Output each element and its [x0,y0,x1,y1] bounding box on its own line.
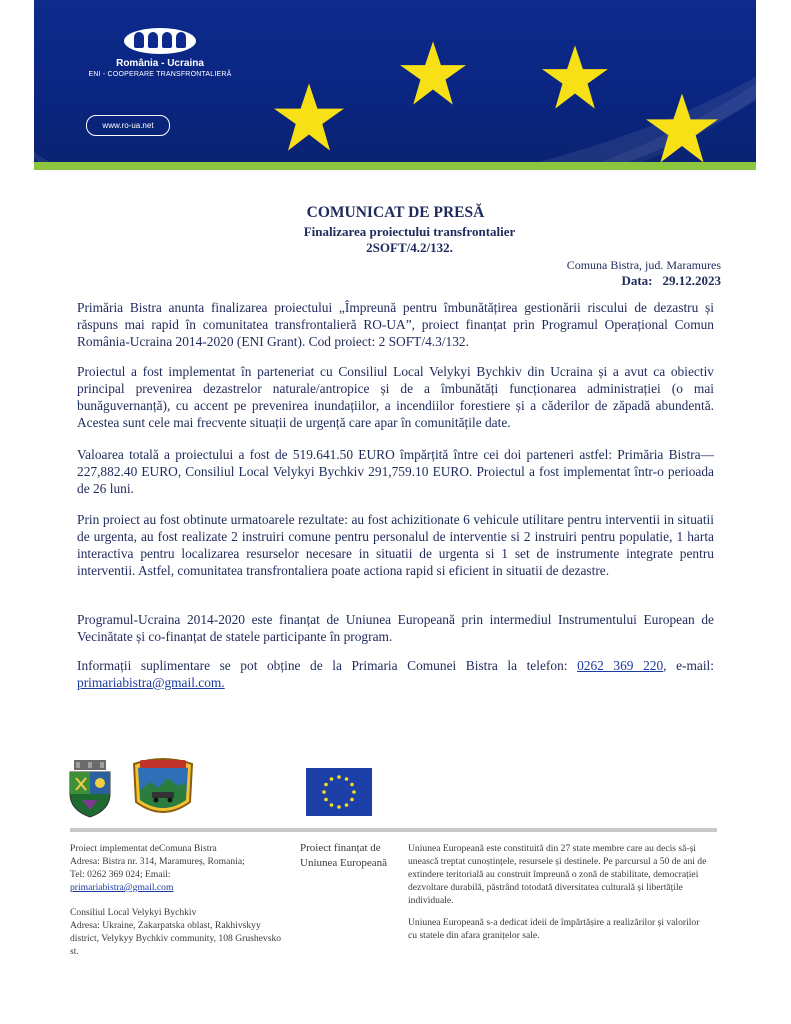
footer-funding-note: Proiect finanțat de Uniunea Europeană [300,842,388,869]
footer-divider [70,828,717,832]
date-line [621,273,721,289]
footer-bychkiv-info [70,906,292,958]
footer-bistra-line3: Tel: 0262 369 024; Email: [70,869,171,880]
footer-bistra-line1: Proiect implementat deComuna Bistra [70,843,217,854]
footer-bistra-info [70,842,290,894]
paragraph-funding: Programul-Ucraina 2014-2020 este finanțat de Uniunea Europeană prin intermediul Instrumentului European de Vecinătate și co-finanțat de statele participante în program. [77,612,714,644]
email-link[interactable]: primariabistra@gmail.com. [77,675,225,690]
footer-eu-paragraph2: Uniunea Europeană s-a dedicat ideii de împărtășire a realizărilor și valorilor cu statele din afara granițelor sale. [408,917,700,941]
project-code: 2SOFT/4.2/132. [366,240,453,255]
location-text: Comuna Bistra, jud. Maramures [566,258,721,272]
eu-flag-icon [306,768,372,816]
paragraph-results: Prin proiect au fost obtinute urmatoarele rezultate: au fost achizitionate 6 vehicule utilitare pentru interventii in situatii de urgenta, au fost realizate 2 instruiri comune pentru personalul de interventie si 2 instruiri pentru populatie, 1 harta interactiva pentru localizarea resurselor necesare in situatii de urgenta si 1 set de instrumente integrate pentru interventii. Astfel, comunitatea transfrontaliera poate actiona rapid si eficient in situatii de dezastre. [77,512,714,578]
paragraph-partnership: Proiectul a fost implementat în parteneriat cu Consiliul Local Velykyi Bychkiv din Ucraina și a avut ca obiectiv principal prevenirea dezastrelor naturale/antropice și de a îmbunătăți funcționarea administrației (o mai bunăguvernanță), cu accent pe prevenirea inundațiilor, a incendiilor forestiere și a căderilor de zăpadă abundentă. Acestea sunt cele mai frecvente situații de urgență care apar în comunitățile date. [77,364,714,430]
bistra-coat-of-arms-icon [66,760,114,818]
program-logo-subtitle: ENI - COOPERARE TRANSFRONTALIERĂ [88,71,232,78]
paragraph-budget: Valoarea totală a proiectului a fost de 519.641.50 EURO împărțită între cei doi parteneri astfel: Primăria Bistra— 227,882.40 EURO, Consiliul Local Velykyi Bychkiv 291,759.10 EURO. Proiectul a fost implementat într-o perioada de 26 luni. [77,447,714,496]
eu-star-icon [646,92,718,164]
program-logo-icon [124,28,196,54]
contact-prefix: Informații suplimentare se pot obține de la Primaria Comunei Bistra la telefon: [77,658,578,673]
paragraph-intro: Primăria Bistra anunta finalizarea proiectului „Împreună pentru îmbunătățirea gestionării riscului de dezastru și răspuns mai rapid în comunitatea transfrontalieră RO-UA”, proiect finanțat prin Programul Operațional Comun România-Ucraina 2014-2020 (ENI Grant). Cod proiect: 2 SOFT/4.3/132. [77,300,714,349]
program-url[interactable]: www.ro-ua.net [86,115,170,136]
footer-bistra-email-link[interactable]: primariabistra@gmail.com [70,882,174,893]
footer-bychkiv-line2: Adresa: Ukraine, Zakarpatska oblast, Rakhivskyy district, Velykyy Bychkiv community, 108 Grushevsko st. [70,920,282,957]
paragraph-contact [77,657,714,691]
contact-mid: , e-mail: [663,658,714,673]
eu-star-icon [400,40,466,106]
header-banner [34,0,756,170]
page-title: COMUNICAT DE PRESĂ [306,204,485,221]
eu-star-icon [542,44,608,110]
date-value: 29.12.2023 [662,273,721,288]
footer-bistra-line2: Adresa: Bistra nr. 314, Maramureș, Romania; [70,856,245,867]
eu-star-icon [274,82,344,152]
phone-link[interactable]: 0262 369 220 [577,658,664,673]
page-subtitle: Finalizarea proiectului transfrontalier [303,224,516,239]
velykyi-bychkiv-emblem-icon [128,756,198,820]
footer-eu-paragraph1: Uniunea Europeană este constituită din 27 state membre care au decis să-și unească treptat cunoștințele, resursele și destinele. Pe parcursul a 50 de ani de extindere teritorială au construit împreună o zonă de stabilitate, democrației dezvoltare durabilă, păstrând totodată diversitatea culturală și libertățile individuale. [408,843,707,906]
banner-green-stripe [34,162,756,170]
program-logo-title: România - Ucraina [116,58,204,69]
date-label: Data: [621,273,653,288]
footer-eu-description [408,842,708,942]
footer-bychkiv-line1: Consiliul Local Velykyi Bychkiv [70,907,197,918]
